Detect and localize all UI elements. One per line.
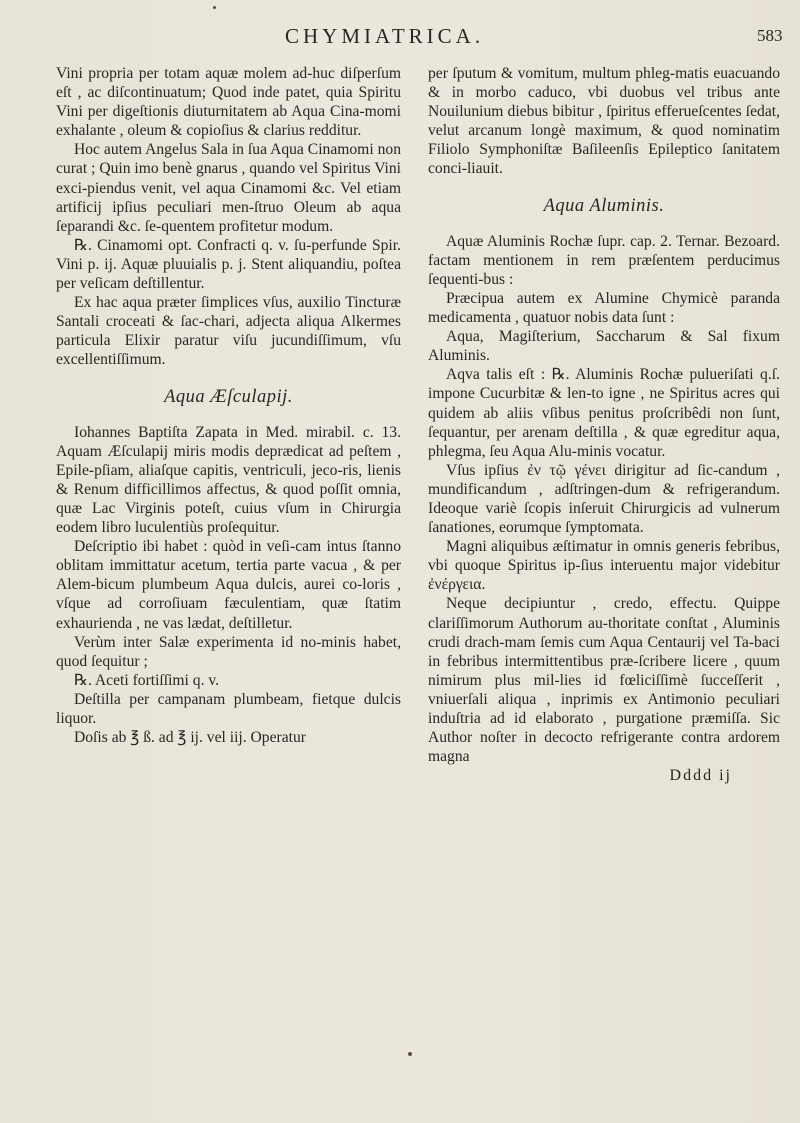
page-number: 583 (757, 26, 783, 45)
paragraph: Aqua, Magiſterium, Saccharum & Sal fixum Aluminis. (428, 328, 780, 365)
paragraph: Neque decipiuntur , credo, effectu. Quippe clariſſimorum Authorum au-thoritate conſtat , Aluminis crudi drach-mam ſemis cum Aqua Centaurij vel Ta-baci in febribus intermittentibus præ-ſcribere licere , quum nimirum plus mil-lies id fœliciſſimè ſucceſſerit , vniuerſali aliqua , inprimis ex Antimonio peculiari induſtria ad id elaborato , purgatione præmiſſa. Sic Author noſter in decocto refrigerante contra ardorem magna (428, 595, 780, 766)
right-column (428, 64, 780, 785)
paragraph: Aqva talis eſt : ℞. Aluminis Rochæ pulueriſati q.ſ. impone Cucurbitæ & len-to igne , ne Spiritus acres qui quidem ab aliis vſibus penitus proſcribêdi non ſunt, ſequantur, per arenam deſtilla , & quæ egreditur aqua, phlegma, ſeu Aqua Alu-minis vocatur. (428, 366, 780, 460)
paragraph: Præcipua autem ex Alumine Chymicè paranda medicamenta , quatuor nobis data ſunt : (428, 289, 780, 327)
paragraph: per ſputum & vomitum, multum phleg-matis euacuando & in morbo caduco, vbi duobus vel tribus ante Nouilunium diebus bibitur , ſpiritus efferueſcentes ſedat, velut arcanum longè maximum, & quod nominatim Filiolo Symphoniſtæ Baſileenſis Epileptico ſanitatem conci-liauit. (428, 65, 780, 178)
paragraph: Ex hac aqua præter ſimplices vſus, auxilio Tincturæ Santali croceati & ſac-chari, adjecta aliqua Alkermes particula Elixir paratur viſu jucundiſſimum, vſu excellentiſſimum. (56, 294, 401, 369)
catchword: Dddd ij (669, 767, 732, 785)
paragraph: Verùm inter Salæ experimenta id no-minis habet, quod ſequitur ; (56, 633, 401, 670)
paragraph: Hoc autem Angelus Sala in ſua Aqua Cinamomi non curat ; Quin imo benè gnarus , quando vel Spiritus Vini exci-piendus venit, vel aqua Cinamomi &c. Vel etiam artificij ipſius peculiari men-ſtruo Oleum ab aqua ſeparandi &c. ſe-quentem profitetur modum. (56, 141, 401, 235)
left-column (56, 64, 401, 747)
paragraph: Vini propria per totam aquæ molem ad-huc diſperſum eſt , ac diſcontinuatum; Quod inde patet, quia Spiritu Vini per digeſtionis diuturnitatem ab Aqua Cina-momi exhalante , oleum & copioſius & clarius redditur. (56, 65, 401, 140)
paragraph: Aquæ Aluminis Rochæ ſupr. cap. 2. Ternar. Bezoard. factam mentionem in rem præſentem perducimus ſequenti-bus : (428, 232, 780, 288)
running-head: CHYMIATRICA. (285, 24, 485, 48)
paragraph: Magni aliquibus æſtimatur in omnis generis febribus, vbi quoque Spiritus ip-ſius interuentu major videbitur ἐνέργεια. (428, 538, 780, 594)
section-title: Aqua Æſculapij. (164, 386, 293, 407)
ink-speck (408, 1052, 412, 1056)
dosage-line: Doſis ab ℥ ß. ad ℥ ij. vel iij. Operatur (74, 729, 306, 747)
recipe-line: ℞. Aceti fortiſſimi q. v. (74, 671, 220, 689)
page-header (0, 24, 800, 54)
section-title: Aqua Aluminis. (543, 195, 665, 216)
paragraph: ℞. Cinamomi opt. Confracti q. v. ſu-perfunde Spir. Vini p. ij. Aquæ pluuialis p. j. Stent aliquandiu, poſtea per veſicam deſtillentur. (56, 236, 401, 293)
paragraph: Deſcriptio ibi habet : quòd in veſi-cam intus ſtanno oblitam immittatur acetum, tertia parte vacua , & per Alem-bicum plumbeum Aqua dulcis, aurei co-loris , vſque ad corroſiuam fæculentiam, quæ ſtatim exhaurienda , ne vas lædat, deſtilletur. (56, 538, 401, 632)
ink-speck (213, 6, 216, 9)
paragraph: Vſus ipſius ἐν τῷ γένει dirigitur ad ſic-candum , mundificandum , adſtringen-dum & refrigerandum. Ideoque variè ſcopis inſeruit Chirurgicis ad vulnerum ſanationes, eorumque ſymptomata. (428, 461, 780, 537)
paragraph: Deſtilla per campanam plumbeam, fietque dulcis liquor. (56, 690, 401, 727)
paragraph: Iohannes Baptiſta Zapata in Med. mirabil. c. 13. Aquam Æſculapij miris modis deprædicat ad peſtem , Epile-pſiam, aliaſque capitis, ventriculi, jeco-ris, lienis & Renum difficillimos affectus, & quod poſſit omnia, quæ Lac Virginis poteſt, cuius vſum in Chirurgia eodem libro luculentiùs proſequitur. (56, 423, 401, 537)
